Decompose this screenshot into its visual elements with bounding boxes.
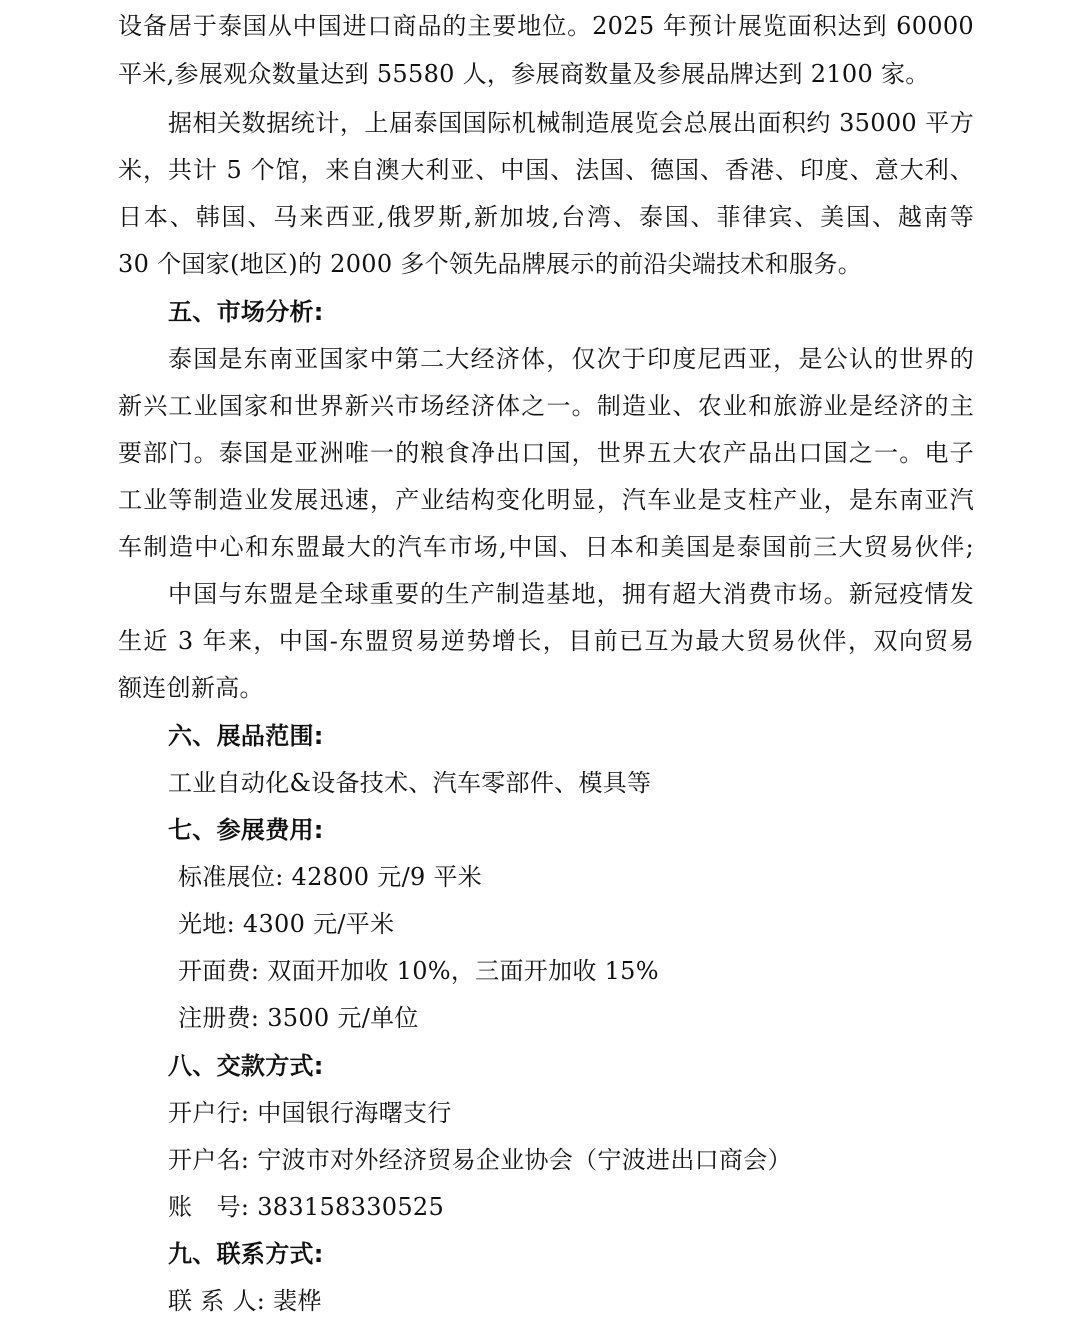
exhibit-scope: 工业自动化&设备技术、汽车零部件、模具等	[168, 769, 652, 797]
stats-line-3: 日本、韩国、马来西亚,俄罗斯,新加坡,台湾、泰国、菲律宾、美国、越南等	[118, 203, 974, 231]
market-p2-line-1: 中国与东盟是全球重要的生产制造基地，拥有超大消费市场。新冠疫情发	[168, 580, 974, 608]
stats-line-2: 米，共计 5 个馆，来自澳大利亚、中国、法国、德国、香港、印度、意大利、	[118, 156, 974, 184]
market-p2-line-3: 额连创新高。	[118, 674, 264, 702]
section-9-heading: 九、联系方式:	[168, 1240, 324, 1268]
fee-standard-booth: 标准展位: 42800 元/9 平米	[178, 863, 483, 891]
payment-bank: 开户行: 中国银行海曙支行	[168, 1099, 452, 1127]
market-p1-line-1: 泰国是东南亚国家中第二大经济体，仅次于印度尼西亚，是公认的世界的	[168, 345, 974, 373]
market-p1-line-2: 新兴工业国家和世界新兴市场经济体之一。制造业、农业和旅游业是经济的主	[118, 392, 974, 420]
section-5-heading: 五、市场分析:	[168, 298, 324, 326]
stats-line-1: 据相关数据统计，上届泰国国际机械制造展览会总展出面积约 35000 平方	[168, 109, 974, 137]
fee-raw-space: 光地: 4300 元/平米	[178, 910, 395, 938]
contact-person: 联 系 人: 裴桦	[168, 1287, 322, 1315]
fee-opening: 开面费: 双面开加收 10%，三面开加收 15%	[178, 957, 659, 985]
fee-registration: 注册费: 3500 元/单位	[178, 1004, 419, 1032]
section-8-heading: 八、交款方式:	[168, 1052, 324, 1080]
market-p1-line-4: 工业等制造业发展迅速，产业结构变化明显，汽车业是支柱产业，是东南亚汽	[118, 486, 974, 514]
section-6-heading: 六、展品范围:	[168, 722, 324, 750]
market-p1-line-3: 要部门。泰国是亚洲唯一的粮食净出口国，世界五大农产品出口国之一。电子	[118, 439, 974, 467]
payment-account-name: 开户名: 宁波市对外经济贸易企业协会（宁波进出口商会）	[168, 1146, 792, 1174]
market-p2-line-2: 生近 3 年来，中国-东盟贸易逆势增长，目前已互为最大贸易伙伴，双向贸易	[118, 627, 974, 655]
stats-line-4: 30 个国家(地区)的 2000 多个领先品牌展示的前沿尖端技术和服务。	[118, 250, 863, 278]
intro-tail-line-2: 平米,参展观众数量达到 55580 人，参展商数量及参展品牌达到 2100 家。	[118, 60, 930, 88]
market-p1-line-5: 车制造中心和东盟最大的汽车市场,中国、日本和美国是泰国前三大贸易伙伴;	[118, 533, 974, 561]
section-7-heading: 七、参展费用:	[168, 816, 324, 844]
payment-account-number: 账 号: 383158330525	[168, 1193, 445, 1221]
intro-tail-line-1: 设备居于泰国从中国进口商品的主要地位。2025 年预计展览面积达到 60000	[118, 12, 974, 40]
